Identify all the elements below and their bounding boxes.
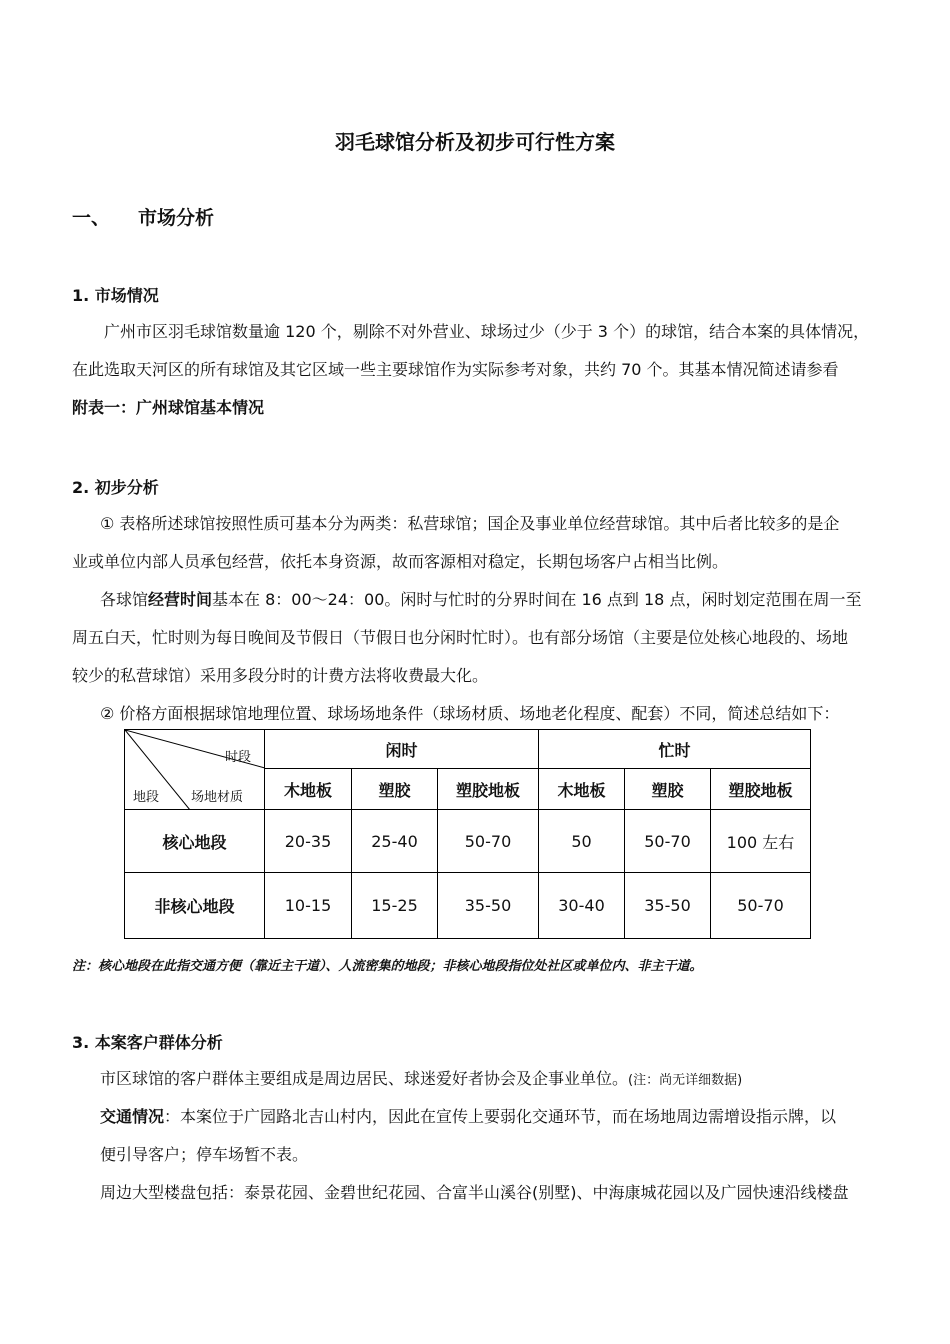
paragraph-line: 在此选取天河区的所有球馆及其它区域一些主要球馆作为实际参考对象，共约 70 个。其基本情况简述请参看 bbox=[72, 360, 839, 379]
paragraph-line: 业或单位内部人员承包经营，依托本身资源，故而客源相对稳定，长期包场客户占相当比例。 bbox=[72, 552, 729, 571]
price-cell: 30-40 bbox=[539, 873, 625, 939]
paragraph-line: 市区球馆的客户群体主要组成是周边居民、球迷爱好者协会及企事业单位。(注：尚无详细数据) bbox=[100, 1069, 743, 1088]
paragraph-line: 周五白天，忙时则为每日晚间及节假日（节假日也分闲时忙时）。也有部分场馆（主要是位处核心地段的、场地 bbox=[72, 628, 849, 647]
price-cell: 10-15 bbox=[265, 873, 352, 939]
corner-label-location: 地段 bbox=[133, 790, 160, 805]
section-title: 市场分析 bbox=[138, 207, 215, 229]
paragraph-line: 各球馆经营时间基本在 8：00～24：00。闲时与忙时的分界时间在 16 点到 18 点，闲时划定范围在周一至 bbox=[100, 590, 862, 609]
material-header: 塑胶地板 bbox=[438, 769, 539, 810]
price-table bbox=[124, 729, 811, 939]
page-title: 羽毛球馆分析及初步可行性方案 bbox=[335, 130, 615, 154]
subsection-heading: 3. 本案客户群体分析 bbox=[72, 1033, 223, 1052]
paragraph-line: 周边大型楼盘包括：泰景花园、金碧世纪花园、合富半山溪谷(别墅)、中海康城花园以及广园快速沿线楼盘 bbox=[100, 1183, 849, 1202]
subsection-heading: 2. 初步分析 bbox=[72, 478, 159, 497]
paragraph-line: ① 表格所述球馆按照性质可基本分为两类：私营球馆；国企及事业单位经营球馆。其中后者比较多的是企 bbox=[100, 514, 840, 533]
section-number: 一、 bbox=[72, 207, 111, 229]
corner-label-material: 场地材质 bbox=[191, 790, 244, 805]
paragraph-line: 交通情况：本案位于广园路北吉山村内，因此在宣传上要弱化交通环节，而在场地周边需增设指示牌，以 bbox=[100, 1107, 837, 1126]
paragraph-line: 广州市区羽毛球馆数量逾 120 个，剔除不对外营业、球场过少（少于 3 个）的球馆，结合本案的具体情况， bbox=[104, 322, 870, 341]
subsection-heading: 1. 市场情况 bbox=[72, 286, 159, 305]
price-cell: 50 bbox=[539, 810, 625, 873]
inline-note: (注：尚无详细数据) bbox=[628, 1073, 743, 1088]
material-header: 木地板 bbox=[265, 769, 352, 810]
table-row bbox=[125, 873, 811, 939]
price-cell: 35-50 bbox=[625, 873, 711, 939]
header-busy: 忙时 bbox=[539, 730, 811, 769]
material-header: 塑胶 bbox=[352, 769, 438, 810]
appendix-reference: 附表一：广州球馆基本情况 bbox=[72, 398, 265, 417]
price-cell: 15-25 bbox=[352, 873, 438, 939]
price-cell: 35-50 bbox=[438, 873, 539, 939]
row-label: 非核心地段 bbox=[125, 873, 265, 939]
material-header: 塑胶地板 bbox=[711, 769, 811, 810]
table-row bbox=[125, 810, 811, 873]
row-label: 核心地段 bbox=[125, 810, 265, 873]
traffic-label: 交通情况 bbox=[100, 1107, 165, 1126]
corner-label-period: 时段 bbox=[225, 750, 252, 765]
price-cell: 50-70 bbox=[625, 810, 711, 873]
table-corner-cell bbox=[125, 730, 265, 810]
paragraph-line: 便引导客户；停车场暂不表。 bbox=[100, 1145, 309, 1164]
price-cell: 50-70 bbox=[438, 810, 539, 873]
price-cell: 100 左右 bbox=[711, 810, 811, 873]
table-note: 注：核心地段在此指交通方便（靠近主干道）、人流密集的地段；非核心地段指位处社区或单位内、非主干道。 bbox=[72, 959, 703, 974]
material-header: 木地板 bbox=[539, 769, 625, 810]
paragraph-line: ② 价格方面根据球馆地理位置、球场场地条件（球场材质、场地老化程度、配套）不同，简述总结如下： bbox=[100, 704, 840, 723]
price-cell: 50-70 bbox=[711, 873, 811, 939]
material-header: 塑胶 bbox=[625, 769, 711, 810]
paragraph-line: 较少的私营球馆）采用多段分时的计费方法将收费最大化。 bbox=[72, 666, 489, 685]
header-idle: 闲时 bbox=[265, 730, 539, 769]
price-cell: 20-35 bbox=[265, 810, 352, 873]
price-cell: 25-40 bbox=[352, 810, 438, 873]
